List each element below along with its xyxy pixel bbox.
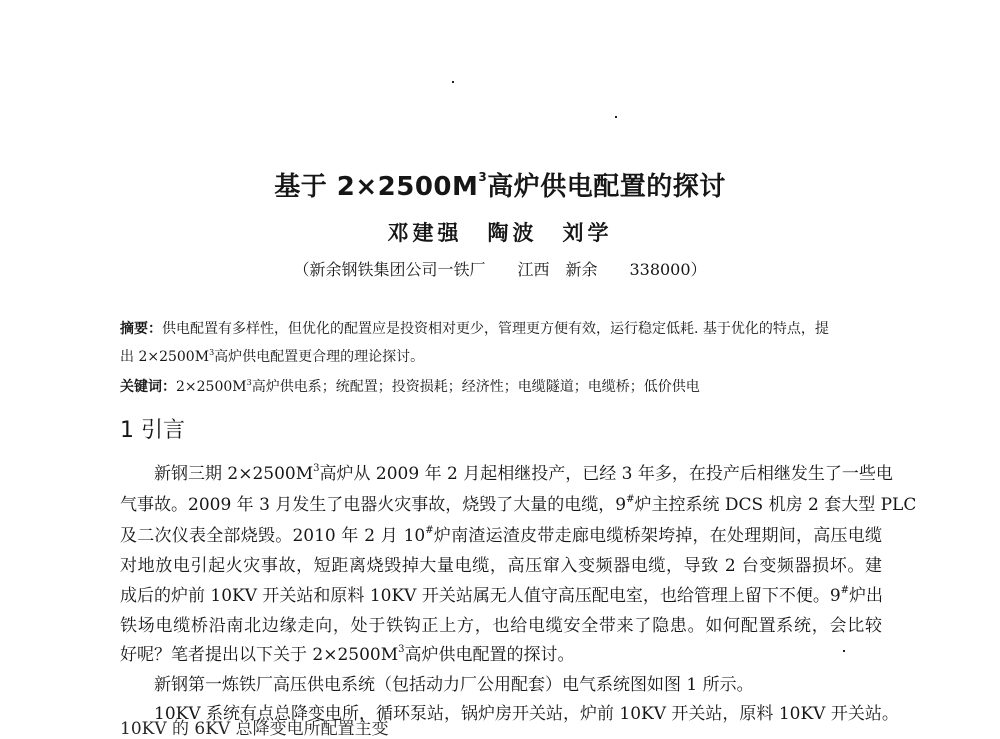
- line-text: 铁场电缆桥沿南北边缘走向，处于铁钩正上方，也给电缆安全带来了隐患。如何配置系统，会比较: [120, 616, 882, 636]
- line-sup: 3: [313, 463, 320, 474]
- paragraph-line: [120, 611, 882, 636]
- abstract-line-1: [120, 318, 882, 338]
- abstract-text-1: 供电配置有多样性，但优化的配置应是投资相对更少，管理更方便有效，运行稳定低耗. 基于优化的特点，提: [162, 321, 829, 337]
- cut-off-line: [120, 719, 680, 739]
- abstract-label: 摘要：: [120, 321, 162, 337]
- scan-speck: [615, 116, 617, 118]
- line-text: 成后的炉前 10KV 开关站和原料 10KV 开关站属无人值守高压配电室，也给管理上留下不便。9: [120, 586, 841, 606]
- line-text: 对地放电引起火灾事故，短距离烧毁掉大量电缆，高压窜入变频器电缆，导致 2 台变频器损坏。建: [120, 556, 882, 576]
- paragraph-line: [120, 640, 882, 665]
- line-text: 气事故。2009 年 3 月发生了电器火灾事故，烧毁了大量的电缆，9: [120, 495, 627, 515]
- line-text: 及二次仪表全部烧毁。2010 年 2 月 10: [120, 526, 426, 546]
- keywords-line: [120, 376, 882, 396]
- abstract-sup: 3: [209, 348, 215, 357]
- scan-speck: [452, 81, 454, 83]
- abstract-text-2a: 出 2×2500M: [120, 349, 210, 365]
- paragraph-line: [120, 490, 917, 515]
- line-sup: #: [425, 525, 434, 536]
- paper-authors: 邓建强 陶波 刘学: [387, 220, 613, 245]
- keywords-sup: 3: [246, 378, 252, 387]
- keywords-label: 关键词：: [120, 379, 176, 395]
- abstract-line-2: [120, 346, 882, 366]
- paragraph-line: [154, 459, 893, 484]
- line-text: 好呢？笔者提出以下关于 2×2500M: [120, 645, 399, 665]
- cut-off-text: 10KV 的 6KV 总降变电所配置主变: [120, 719, 389, 739]
- abstract-text-2b: 高炉供电配置更合理的理论探讨。: [214, 349, 425, 365]
- paper-affiliation: （新余钢铁集团公司一铁厂 江西 新余 338000）: [293, 260, 707, 279]
- line-sup: #: [626, 494, 635, 505]
- title-rest: 高炉供电配置的探讨: [487, 172, 726, 202]
- title-sup: 3: [478, 170, 488, 184]
- keywords-text-b: 高炉供电系；统配置；投资损耗；经济性；电缆隧道；电缆桥；低价供电: [251, 379, 700, 395]
- paragraph-3: 10KV 系统有点总降变电所，循环泵站，锅炉房开关站，炉前 10KV 开关站，原料 10KV 开关站。: [154, 704, 899, 724]
- paragraph-2: 新钢第一炼铁厂高压供电系统（包括动力厂公用配套）电气系统图如图 1 所示。: [154, 675, 754, 695]
- line-text: 新钢三期 2×2500M: [154, 464, 314, 484]
- line-text: 炉南渣运渣皮带走廊电缆桥架垮掉，在处理期间，高压电缆: [433, 526, 883, 546]
- line-sup: #: [840, 585, 850, 596]
- line-text: 高炉从 2009 年 2 月起相继投产，已经 3 年多，在投产后相继发生了一些电: [319, 464, 893, 484]
- paragraph-line: [120, 581, 882, 606]
- line-sup: 3: [398, 644, 405, 655]
- line-text: 高炉供电配置的探讨。: [404, 645, 575, 665]
- title-main: 基于 2×2500M: [274, 172, 479, 202]
- paper-title: [0, 166, 1000, 203]
- paragraph-line: [120, 551, 882, 576]
- paragraph-line: [120, 521, 882, 546]
- line-text: 炉主控系统 DCS 机房 2 套大型 PLC: [634, 495, 917, 515]
- line-text: 炉出: [849, 586, 884, 606]
- section-heading: 1 引言: [120, 418, 185, 443]
- keywords-text-a: 2×2500M: [176, 379, 247, 395]
